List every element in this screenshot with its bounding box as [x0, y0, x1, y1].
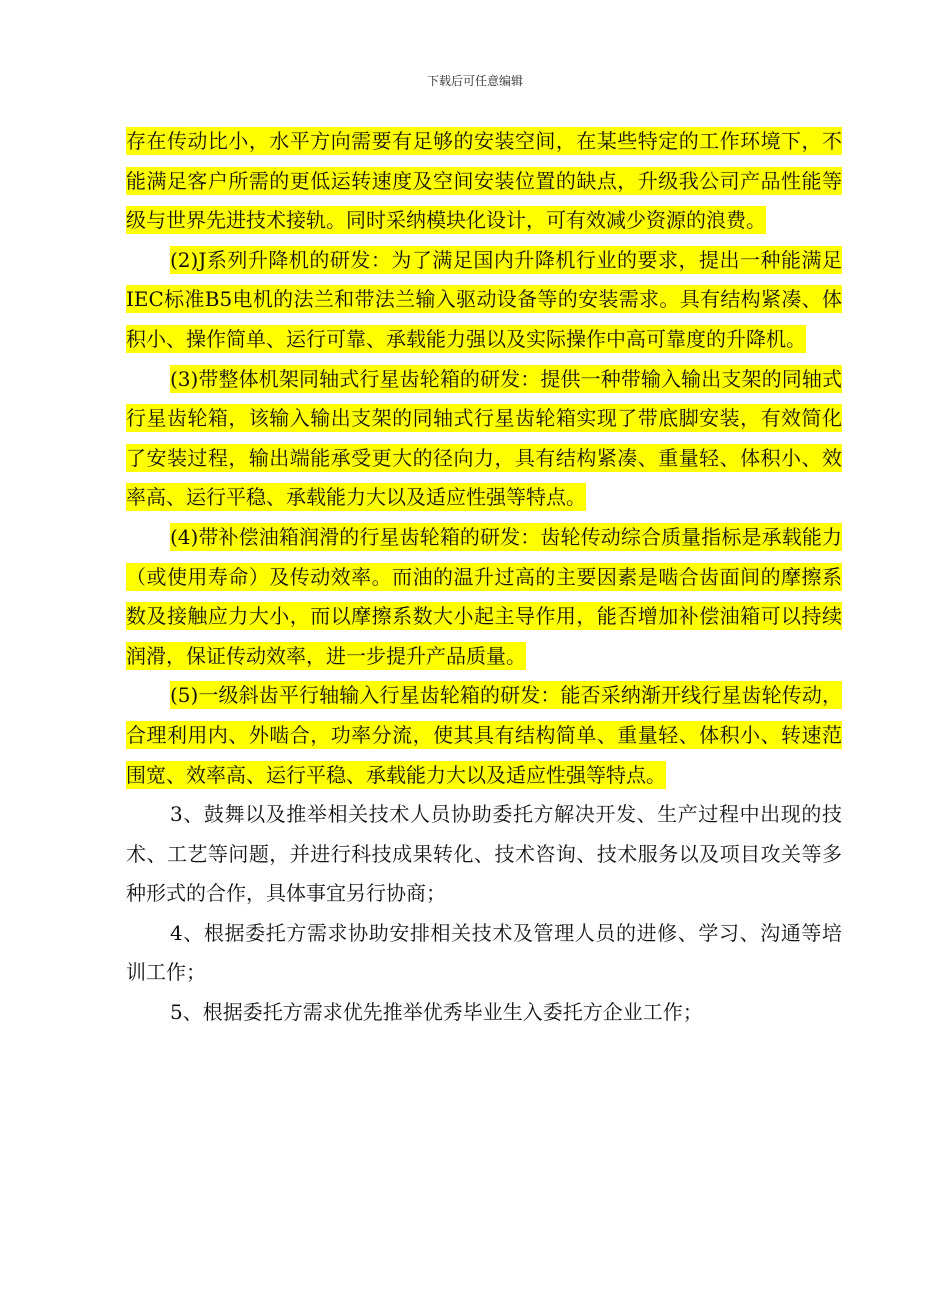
- document-body: [126, 122, 842, 1033]
- highlighted-text: 存在传动比小，水平方向需要有足够的安装空间，在某些特定的工作环境下，不能满足客户所需的更低运转速度及空间安装位置的缺点，升级我公司产品性能等级与世界先进技术接轨。同时采纳模块化设计，可有效减少资源的浪费。: [126, 129, 842, 233]
- page-header: 下载后可任意编辑: [426, 74, 523, 88]
- paragraph-item-4: [126, 518, 842, 676]
- highlighted-text: (4)带补偿油箱润滑的行星齿轮箱的研发：齿轮传动综合质量指标是承载能力（或使用寿命）及传动效率。而油的温升过高的主要因素是啮合齿面间的摩擦系数及接触应力大小，而以摩擦系数大小起主导作用，能否增加补偿油箱可以持续润滑，保证传动效率，进一步提升产品质量。: [126, 524, 842, 668]
- paragraph-clause-5: 5、根据委托方需求优先推举优秀毕业生入委托方企业工作；: [170, 1000, 703, 1025]
- paragraph-item-5: [126, 676, 842, 795]
- paragraph-intro-continued: [126, 122, 842, 241]
- paragraph-clause-3: 3、鼓舞以及推举相关技术人员协助委托方解决开发、生产过程中出现的技术、工艺等问题，并进行科技成果转化、技术咨询、技术服务以及项目攻关等多种形式的合作，具体事宜另行协商；: [126, 802, 842, 906]
- highlighted-text: (5)一级斜齿平行轴输入行星齿轮箱的研发：能否采纳渐开线行星齿轮传动，合理利用内、外啮合，功率分流，使其具有结构简单、重量轻、体积小、转速范围宽、效率高、运行平稳、承载能力大以及适应性强等特点。: [126, 683, 842, 787]
- highlighted-text: (2)J系列升降机的研发：为了满足国内升降机行业的要求，提出一种能满足IEC标准B5电机的法兰和带法兰输入驱动设备等的安装需求。具有结构紧凑、体积小、操作简单、运行可靠、承载能力强以及实际操作中高可靠度的升降机。: [126, 247, 842, 351]
- paragraph-item-3: [126, 360, 842, 518]
- paragraph-clause-4: 4、根据委托方需求协助安排相关技术及管理人员的进修、学习、沟通等培训工作；: [126, 920, 842, 985]
- highlighted-text: (3)带整体机架同轴式行星齿轮箱的研发：提供一种带输入输出支架的同轴式行星齿轮箱，该输入输出支架的同轴式行星齿轮箱实现了带底脚安装，有效简化了安装过程，输出端能承受更大的径向力，具有结构紧凑、重量轻、体积小、效率高、运行平稳、承载能力大以及适应性强等特点。: [126, 366, 842, 510]
- paragraph-item-2: [126, 241, 842, 360]
